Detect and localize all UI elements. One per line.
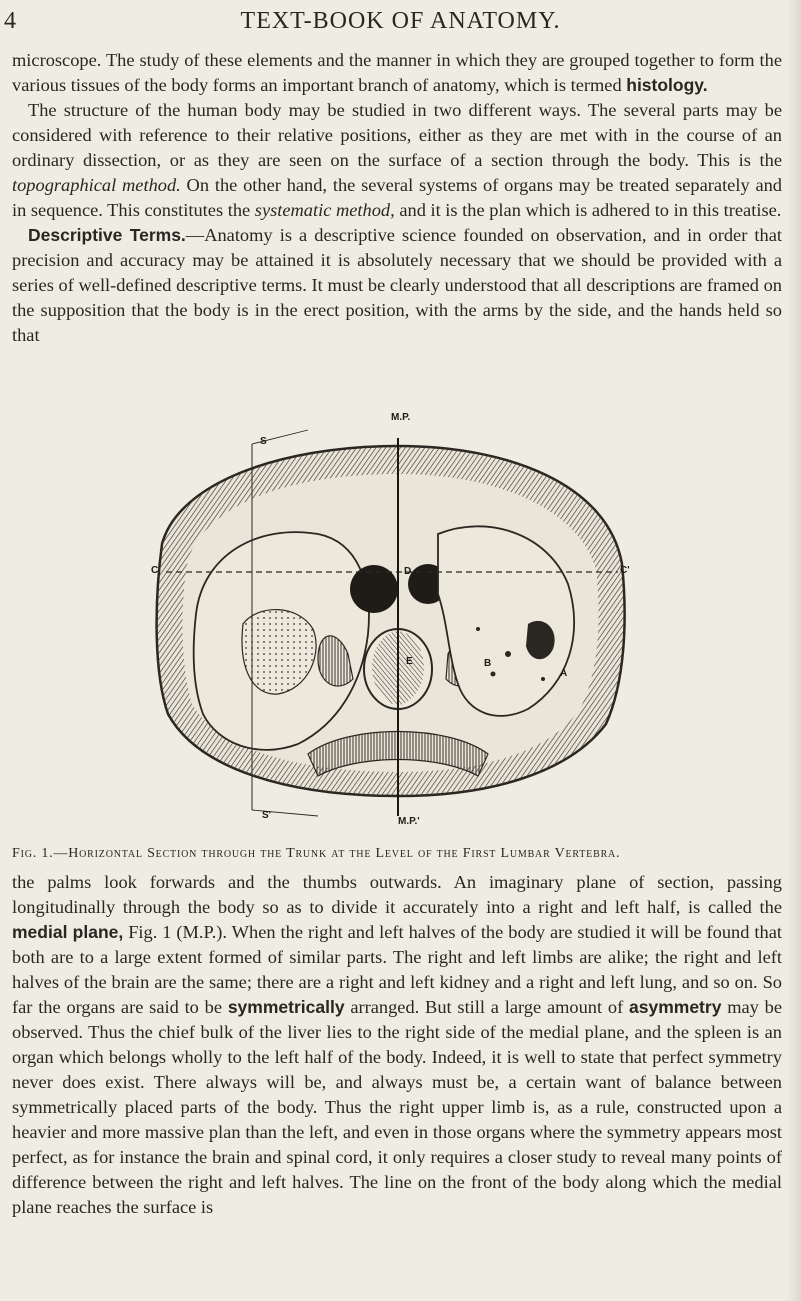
label-s-top: S	[260, 436, 267, 447]
label-e: E	[406, 656, 413, 667]
label-s-bottom: S'	[262, 810, 272, 821]
bottom-text-block	[12, 870, 782, 1220]
label-d: D	[404, 566, 412, 577]
bold-term-medial-plane: medial plane,	[12, 922, 124, 942]
label-b: B	[484, 658, 492, 669]
paragraph-histology	[12, 48, 782, 98]
label-c-left: C	[151, 565, 159, 576]
paragraph-descriptive-terms	[12, 223, 782, 348]
label-c-right: C'	[620, 565, 630, 576]
paragraph-text: the palms look forwards and the thumbs outwards. An imaginary plane of section, passing longitudinally through the body so as to divide it accurately into a right and left half, is called the	[12, 872, 782, 917]
page-edge-shadow	[787, 0, 801, 1301]
running-title: TEXT-BOOK OF ANATOMY.	[240, 8, 561, 34]
bold-term-histology: histology.	[626, 75, 708, 95]
page-number: 4	[4, 8, 17, 34]
paragraph-methods	[12, 98, 782, 223]
section-heading-descriptive-terms: Descriptive Terms.	[28, 225, 186, 245]
figure-caption	[12, 845, 782, 862]
caption-text: —Horizontal Section through the Trunk at the Level of the First Lumbar Vertebra.	[53, 846, 621, 861]
paragraph-text: Fig. 1 (M.P.). When the right and left halves of the body are studied it will be found that both are to a large extent formed of similar parts. The right and left limbs are alike; the right and left halves of the brain are the same; there are a right and left kidney and a right and left lung, and so on. So far the organs are said to be	[12, 922, 782, 1017]
paragraph-text: On the other hand, the several systems of organs may be treated separately and in sequence. This constitutes the	[12, 175, 782, 220]
paragraph-text: —Anatomy is a descriptive science founded on observation, and in order that precision and accuracy may be attained it is absolutely necessary that we should be provided with a series of well-defined descriptive terms. It must be clearly understood that all descriptions are framed on the supposition that the body is in the erect position, with the arms by the side, and the hands held so that	[12, 225, 782, 345]
paragraph-text: microscope. The study of these elements and the manner in which they are grouped together to form the various tissues of the body forms an important branch of anatomy, which is termed	[12, 50, 782, 95]
paragraph-text: The structure of the human body may be studied in two different ways. The several parts may be considered with reference to their relative positions, either as they are met with in the course of an ordinary dissection, or as they are seen on the surface of a section through the body. This is the	[12, 100, 782, 170]
bold-term-symmetrically: symmetrically	[227, 997, 345, 1017]
anatomical-section-illustration	[148, 424, 632, 830]
page-header	[0, 8, 801, 42]
italic-term-systematic: systematic method,	[254, 200, 395, 220]
paragraph-text: and it is the plan which is adhered to in this treatise.	[394, 200, 782, 220]
paragraph-text: arranged. But still a large amount of	[344, 997, 629, 1017]
bold-term-asymmetry: asymmetry	[629, 997, 722, 1017]
label-mp-bottom: M.P.'	[398, 816, 420, 827]
paragraph-medial-plane	[12, 870, 782, 1220]
top-text-block	[12, 48, 782, 348]
label-mp-top: M.P.	[391, 412, 411, 423]
label-a: A	[560, 668, 568, 679]
paragraph-text: may be observed. Thus the chief bulk of the liver lies to the right side of the medial plane, and the spleen is an organ which belongs wholly to the left half of the body. Indeed, it is well to state that perfect symmetry never does exist. There always will be, and always must be, a certain want of balance between symmetrically placed parts of the body. Thus the right upper limb is, as a rule, constructed upon a heavier and more massive plan than the left, and even in those organs where the symmetry appears most perfect, as for instance the brain and spinal cord, it only requires a closer study to reveal many points of difference between the right and left halves. The line on the front of the body along which the medial plane reaches the surface is	[12, 997, 783, 1217]
italic-term-topographical: topographical method.	[12, 175, 181, 195]
caption-prefix: Fig. 1.	[12, 846, 54, 861]
figure-horizontal-section	[148, 412, 632, 830]
